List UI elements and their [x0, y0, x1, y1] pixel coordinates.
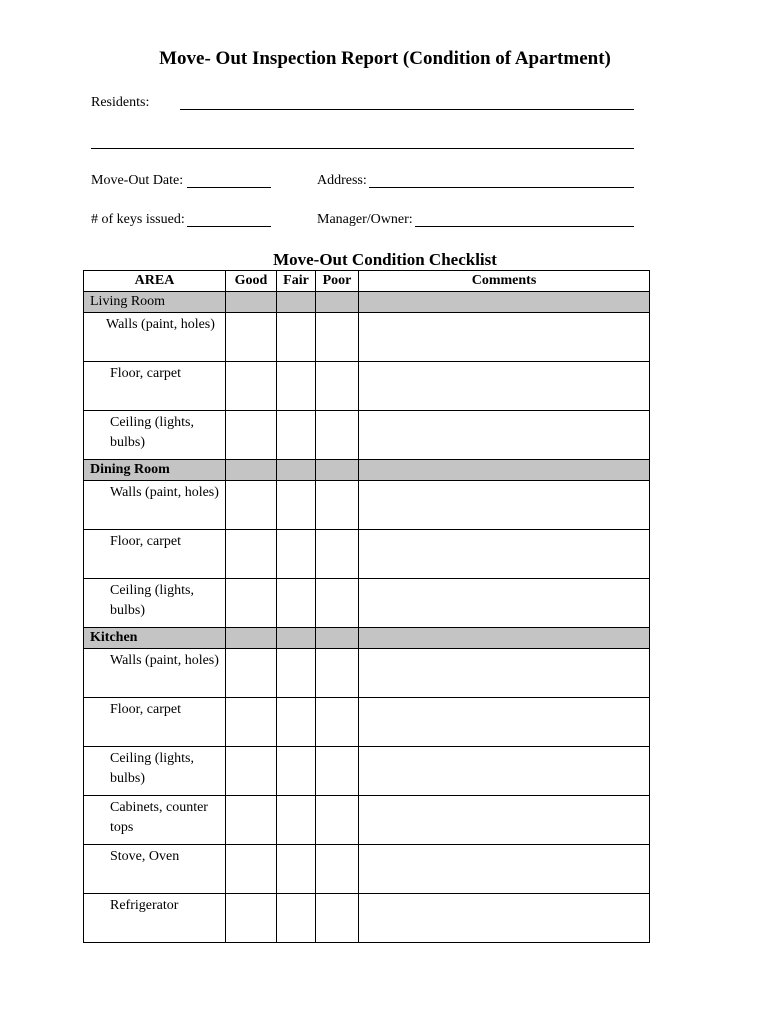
item-label: Ceiling (lights, bulbs) [84, 747, 226, 796]
good-cell[interactable] [226, 894, 277, 943]
good-cell[interactable] [226, 747, 277, 796]
good-cell[interactable] [226, 481, 277, 530]
poor-cell[interactable] [316, 313, 359, 362]
item-label: Walls (paint, holes) [84, 649, 226, 698]
comments-cell[interactable] [359, 530, 650, 579]
checklist-title: Move-Out Condition Checklist [273, 250, 497, 269]
good-cell[interactable] [226, 579, 277, 628]
fair-cell[interactable] [277, 698, 316, 747]
table-row [84, 747, 650, 796]
item-label: Floor, carpet [84, 362, 226, 411]
fair-cell[interactable] [277, 747, 316, 796]
good-cell[interactable] [226, 698, 277, 747]
comments-cell[interactable] [359, 579, 650, 628]
comments-cell[interactable] [359, 313, 650, 362]
table-row [84, 362, 650, 411]
condition-checklist-table [83, 270, 650, 943]
fair-cell[interactable] [277, 481, 316, 530]
item-label: Floor, carpet [84, 530, 226, 579]
move-out-date-label: Move-Out Date: [91, 173, 184, 188]
fair-cell[interactable] [277, 894, 316, 943]
item-label: Walls (paint, holes) [84, 481, 226, 530]
poor-cell[interactable] [316, 530, 359, 579]
good-cell[interactable] [226, 530, 277, 579]
poor-cell[interactable] [316, 845, 359, 894]
poor-cell[interactable] [316, 747, 359, 796]
table-row [84, 649, 650, 698]
table-row [84, 894, 650, 943]
comments-cell[interactable] [359, 845, 650, 894]
manager-owner-label: Manager/Owner: [317, 212, 413, 227]
fair-cell[interactable] [277, 362, 316, 411]
poor-cell[interactable] [316, 698, 359, 747]
fair-cell[interactable] [277, 796, 316, 845]
fair-cell[interactable] [277, 530, 316, 579]
section-label: Dining Room [84, 460, 226, 481]
comments-cell[interactable] [359, 481, 650, 530]
page-title: Move- Out Inspection Report (Condition of Apartment) [159, 48, 611, 69]
good-cell[interactable] [226, 845, 277, 894]
section-row-living-room [84, 292, 650, 313]
item-label: Walls (paint, holes) [84, 313, 226, 362]
fair-cell[interactable] [277, 313, 316, 362]
good-cell[interactable] [226, 411, 277, 460]
comments-cell[interactable] [359, 894, 650, 943]
good-cell[interactable] [226, 796, 277, 845]
section-row-dining-room [84, 460, 650, 481]
fair-cell[interactable] [277, 411, 316, 460]
comments-cell[interactable] [359, 796, 650, 845]
fair-cell[interactable] [277, 649, 316, 698]
table-row [84, 530, 650, 579]
table-row [84, 313, 650, 362]
section-label: Living Room [84, 292, 226, 313]
table-header-row [84, 271, 650, 292]
good-cell[interactable] [226, 362, 277, 411]
table-row [84, 579, 650, 628]
table-row [84, 698, 650, 747]
keys-issued-line[interactable] [187, 226, 271, 227]
item-label: Cabinets, counter tops [84, 796, 226, 845]
comments-cell[interactable] [359, 362, 650, 411]
residents-line-1[interactable] [180, 109, 634, 110]
poor-cell[interactable] [316, 362, 359, 411]
fair-cell[interactable] [277, 579, 316, 628]
comments-cell[interactable] [359, 411, 650, 460]
poor-cell[interactable] [316, 649, 359, 698]
comments-cell[interactable] [359, 649, 650, 698]
table-row [84, 481, 650, 530]
poor-cell[interactable] [316, 579, 359, 628]
header-good: Good [226, 271, 277, 292]
header-comments: Comments [359, 271, 650, 292]
manager-owner-line[interactable] [415, 226, 634, 227]
keys-issued-label: # of keys issued: [91, 212, 185, 227]
residents-line-2[interactable] [91, 148, 634, 149]
comments-cell[interactable] [359, 698, 650, 747]
poor-cell[interactable] [316, 796, 359, 845]
section-label: Kitchen [84, 628, 226, 649]
header-fair: Fair [277, 271, 316, 292]
header-area: AREA [84, 271, 226, 292]
address-label: Address: [317, 173, 367, 188]
comments-cell[interactable] [359, 747, 650, 796]
good-cell[interactable] [226, 313, 277, 362]
item-label: Floor, carpet [84, 698, 226, 747]
item-label: Refrigerator [84, 894, 226, 943]
residents-label: Residents: [91, 95, 150, 110]
move-out-date-line[interactable] [187, 187, 271, 188]
header-poor: Poor [316, 271, 359, 292]
item-label: Ceiling (lights, bulbs) [84, 579, 226, 628]
section-row-kitchen [84, 628, 650, 649]
table-row [84, 845, 650, 894]
address-line[interactable] [369, 187, 634, 188]
table-row [84, 796, 650, 845]
poor-cell[interactable] [316, 481, 359, 530]
poor-cell[interactable] [316, 411, 359, 460]
item-label: Stove, Oven [84, 845, 226, 894]
item-label: Ceiling (lights, bulbs) [84, 411, 226, 460]
table-row [84, 411, 650, 460]
fair-cell[interactable] [277, 845, 316, 894]
good-cell[interactable] [226, 649, 277, 698]
poor-cell[interactable] [316, 894, 359, 943]
